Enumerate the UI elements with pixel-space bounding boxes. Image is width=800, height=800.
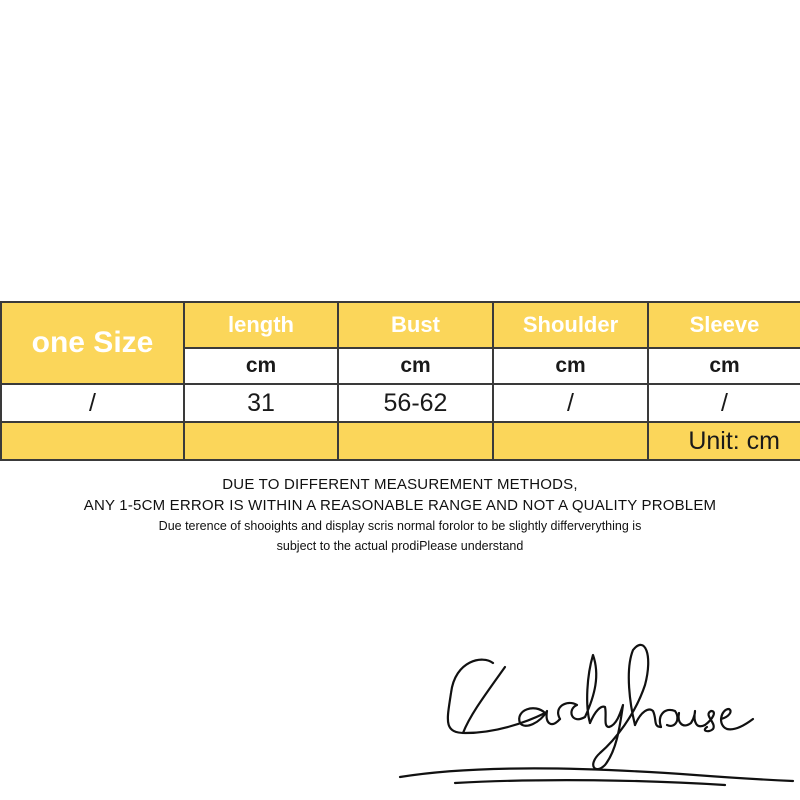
empty-cell bbox=[493, 422, 648, 460]
unit-cell: cm bbox=[493, 348, 648, 384]
value-cell-shoulder: / bbox=[493, 384, 648, 422]
ladyhouse-signature-logo bbox=[395, 615, 795, 795]
empty-cell bbox=[1, 422, 184, 460]
note-line-4: subject to the actual prodiPlease understand bbox=[276, 539, 524, 553]
note-line-3: Due terence of shooights and display scris normal forolor to be slightly differverything is bbox=[158, 519, 642, 533]
value-cell-sleeve: / bbox=[648, 384, 800, 422]
note-line-1: DUE TO DIFFERENT MEASUREMENT METHODS, bbox=[222, 476, 578, 493]
value-cell-bust: 56-62 bbox=[338, 384, 493, 422]
header-row bbox=[1, 302, 800, 348]
empty-cell bbox=[338, 422, 493, 460]
value-cell-size: / bbox=[1, 384, 184, 422]
note-line-2: ANY 1-5CM ERROR IS WITHIN A REASONABLE RANGE AND NOT A QUALITY PROBLEM bbox=[83, 497, 717, 514]
empty-cell bbox=[184, 422, 338, 460]
measurement-notes bbox=[0, 474, 800, 556]
size-label: one Size bbox=[1, 302, 184, 384]
size-chart-table bbox=[0, 301, 800, 461]
footer-row bbox=[1, 422, 800, 460]
unit-cell: cm bbox=[184, 348, 338, 384]
value-row bbox=[1, 384, 800, 422]
unit-cell: cm bbox=[338, 348, 493, 384]
column-header-sleeve: Sleeve bbox=[648, 302, 800, 348]
column-header-bust: Bust bbox=[338, 302, 493, 348]
unit-cell: cm bbox=[648, 348, 800, 384]
value-cell-length: 31 bbox=[184, 384, 338, 422]
column-header-length: length bbox=[184, 302, 338, 348]
column-header-shoulder: Shoulder bbox=[493, 302, 648, 348]
unit-note: Unit: cm bbox=[648, 422, 800, 460]
